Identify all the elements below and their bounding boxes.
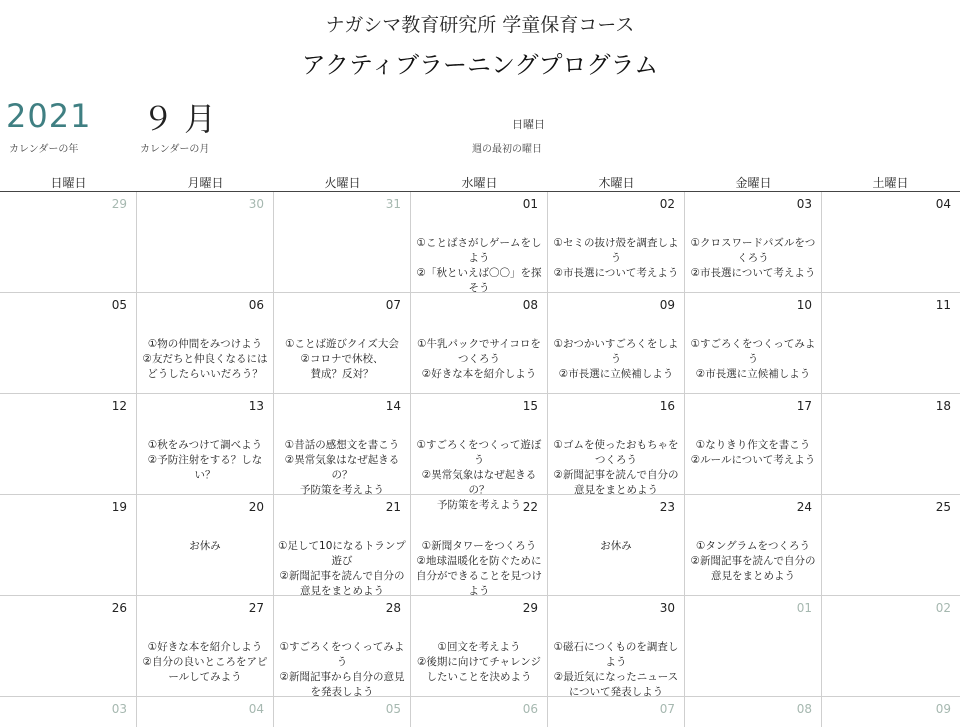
day-events [276, 337, 408, 382]
calendar-month: ９ 月 [142, 100, 217, 138]
event-line: ②友だちと仲良くなるにはどうしたらいいだろう？ [142, 353, 268, 380]
day-number: 08 [522, 298, 538, 312]
event-line: ①物の仲間をみつけよう [147, 338, 263, 350]
day-number: 24 [796, 500, 812, 514]
calendar-day-cell[interactable] [274, 697, 411, 727]
calendar-day-cell[interactable] [0, 697, 137, 727]
weekday-header: 木曜日 [598, 176, 635, 190]
event-line: ①牛乳パックでサイコロをつくろう [417, 338, 541, 365]
calendar-day-cell[interactable] [548, 495, 685, 595]
day-events [550, 236, 682, 281]
calendar-day-cell[interactable] [685, 697, 822, 727]
event-line: ②最近気になったニュースについて発表しよう [553, 671, 679, 698]
event-line: ②後期に向けてチャレンジしたいことを決めよう [416, 656, 542, 683]
day-events [413, 236, 545, 296]
event-line: ①秋をみつけて調べよう [147, 439, 263, 451]
day-events [687, 539, 819, 584]
day-events [413, 337, 545, 382]
calendar-day-cell[interactable] [822, 192, 960, 292]
event-line: ①回文を考えよう [437, 641, 521, 653]
day-events [139, 337, 271, 382]
event-line: ①クロスワードパズルをつくろう [690, 237, 816, 264]
calendar-day-cell[interactable] [137, 192, 274, 292]
event-line: ②市長選に立候補しよう [558, 368, 674, 380]
event-line: ②新聞記事を読んで自分の意見をまとめよう [553, 469, 679, 496]
day-events [550, 337, 682, 382]
event-line: ②市長選に立候補しよう [695, 368, 811, 380]
day-number: 30 [248, 197, 264, 211]
weekday-header: 土曜日 [872, 176, 909, 190]
calendar-day-cell[interactable] [274, 495, 411, 595]
day-number: 06 [522, 702, 538, 716]
event-line: ②予防注射をする？しない？ [147, 454, 263, 481]
calendar-week-row [0, 293, 960, 394]
calendar-day-cell[interactable] [822, 596, 960, 696]
calendar-day-cell[interactable] [0, 596, 137, 696]
calendar-day-cell[interactable] [0, 293, 137, 393]
day-number: 04 [935, 197, 951, 211]
calendar-week-row [0, 596, 960, 697]
day-number: 02 [935, 601, 951, 615]
day-number: 09 [659, 298, 675, 312]
calendar-month-label: カレンダーの月 [140, 144, 210, 155]
event-line: ②異常気象はなぜ起きるの？ [421, 469, 537, 496]
day-number: 29 [522, 601, 538, 615]
event-line: ②「秋といえば〇〇」を探そう [416, 267, 542, 294]
weekday-header: 日曜日 [50, 176, 87, 190]
day-events [139, 539, 271, 554]
calendar-day-cell[interactable] [0, 394, 137, 494]
calendar-day-cell[interactable] [822, 697, 960, 727]
day-number: 25 [935, 500, 951, 514]
day-number: 14 [385, 399, 401, 413]
calendar-grid [0, 192, 960, 727]
calendar-day-cell[interactable] [137, 293, 274, 393]
calendar-day-cell[interactable] [685, 596, 822, 696]
event-line: ②新聞記事を読んで自分の意見をまとめよう [279, 570, 405, 597]
day-events [276, 438, 408, 498]
day-number: 04 [248, 702, 264, 716]
calendar-day-cell[interactable] [548, 697, 685, 727]
event-line: ①ことばさがしゲームをしよう [416, 237, 542, 264]
day-events [139, 438, 271, 483]
day-events [687, 337, 819, 382]
day-number: 29 [111, 197, 127, 211]
program-title: アクティブラーニングプログラム [301, 51, 659, 79]
day-number: 23 [659, 500, 675, 514]
calendar-day-cell[interactable] [548, 596, 685, 696]
day-events [550, 539, 682, 554]
day-number: 19 [111, 500, 127, 514]
event-line: ②異常気象はなぜ起きるの？ [284, 454, 400, 481]
calendar-day-cell[interactable] [0, 192, 137, 292]
calendar-day-cell[interactable] [137, 596, 274, 696]
day-number: 28 [385, 601, 401, 615]
day-number: 01 [796, 601, 812, 615]
event-line: ①ゴムを使ったおもちゃをつくろう [553, 439, 679, 466]
event-line: ②新聞記事を読んで自分の意見をまとめよう [690, 555, 816, 582]
calendar-day-cell[interactable] [548, 192, 685, 292]
event-line: 予防策を考えよう [300, 484, 384, 496]
calendar-day-cell[interactable] [548, 293, 685, 393]
event-line: ②コロナで休校、 [300, 353, 384, 365]
event-line: ①タングラムをつくろう [695, 540, 811, 552]
event-line: ①おつかいすごろくをしよう [553, 338, 679, 365]
calendar-day-cell[interactable] [411, 596, 548, 696]
day-number: 27 [248, 601, 264, 615]
calendar-day-cell[interactable] [411, 697, 548, 727]
event-line: お休み [600, 540, 632, 552]
day-number: 05 [111, 298, 127, 312]
event-line: ②地球温暖化を防ぐために自分ができることを見つけよう [416, 555, 542, 597]
day-number: 07 [659, 702, 675, 716]
calendar-day-cell[interactable] [822, 495, 960, 595]
calendar-day-cell[interactable] [548, 394, 685, 494]
day-events [413, 539, 545, 599]
day-number: 07 [385, 298, 401, 312]
calendar-day-cell[interactable] [274, 394, 411, 494]
day-number: 08 [796, 702, 812, 716]
calendar-day-cell[interactable] [137, 495, 274, 595]
calendar-day-cell[interactable] [274, 192, 411, 292]
event-line: ①すごろくをつくってみよう [690, 338, 816, 365]
event-line: ①磁石につくものを調査しよう [553, 641, 679, 668]
event-line: 予防策を考えよう [437, 499, 521, 511]
event-line: ②ルールについて考えよう [690, 454, 816, 466]
day-number: 30 [659, 601, 675, 615]
calendar-day-cell[interactable] [137, 394, 274, 494]
week-start-day: 日曜日 [512, 118, 545, 131]
day-number: 26 [111, 601, 127, 615]
day-number: 02 [659, 197, 675, 211]
day-number: 13 [248, 399, 264, 413]
day-events [687, 236, 819, 281]
day-number: 20 [248, 500, 264, 514]
event-line: お休み [189, 540, 221, 552]
day-number: 09 [935, 702, 951, 716]
calendar-day-cell[interactable] [685, 192, 822, 292]
day-number: 11 [935, 298, 951, 312]
day-number: 31 [385, 197, 401, 211]
day-number: 06 [248, 298, 264, 312]
calendar-day-cell[interactable] [411, 293, 548, 393]
organization-title: ナガシマ教育研究所 学童保育コース [325, 14, 635, 36]
day-events [687, 438, 819, 468]
weekday-header: 月曜日 [187, 176, 224, 190]
calendar-year: 2021 [6, 97, 92, 135]
event-line: ①好きな本を紹介しよう [147, 641, 263, 653]
day-events [550, 640, 682, 700]
calendar-day-cell[interactable] [685, 495, 822, 595]
day-number: 15 [522, 399, 538, 413]
weekday-header: 水曜日 [461, 176, 498, 190]
day-number: 03 [796, 197, 812, 211]
day-number: 22 [522, 500, 538, 514]
event-line: ①なりきり作文を書こう [695, 439, 811, 451]
event-line: ①足して10になるトランプ遊び [278, 540, 406, 567]
day-number: 17 [796, 399, 812, 413]
event-line: 賛成？反対？ [310, 368, 374, 380]
calendar-day-cell[interactable] [685, 293, 822, 393]
day-number: 12 [111, 399, 127, 413]
weekday-header-row [0, 174, 960, 192]
day-number: 01 [522, 197, 538, 211]
calendar-week-row [0, 697, 960, 727]
event-line: ①すごろくをつくって遊ぼう [416, 439, 542, 466]
day-events [550, 438, 682, 498]
day-number: 21 [385, 500, 401, 514]
day-events [413, 640, 545, 685]
event-line: ①ことば遊びクイズ大会 [285, 338, 399, 350]
day-events [276, 640, 408, 700]
day-number: 18 [935, 399, 951, 413]
weekday-header: 金曜日 [735, 176, 772, 190]
day-number: 05 [385, 702, 401, 716]
weekday-header: 火曜日 [324, 176, 361, 190]
day-events [139, 640, 271, 685]
event-line: ②市長選について考えよう [690, 267, 816, 279]
calendar-week-row [0, 192, 960, 293]
calendar-day-cell[interactable] [0, 495, 137, 595]
event-line: ②新聞記事から自分の意見を発表しよう [279, 671, 405, 698]
calendar-day-cell[interactable] [822, 394, 960, 494]
calendar-day-cell[interactable] [137, 697, 274, 727]
event-line: ①すごろくをつくってみよう [279, 641, 405, 668]
event-line: ②自分の良いところをアピールしてみよう [142, 656, 268, 683]
calendar-year-label: カレンダーの年 [9, 144, 79, 155]
event-line: ①新聞タワーをつくろう [421, 540, 537, 552]
calendar-day-cell[interactable] [274, 293, 411, 393]
calendar-day-cell[interactable] [685, 394, 822, 494]
day-number: 16 [659, 399, 675, 413]
calendar-day-cell[interactable] [411, 495, 548, 595]
event-line: ②市長選について考えよう [553, 267, 679, 279]
week-start-label: 週の最初の曜日 [472, 144, 542, 155]
calendar-day-cell[interactable] [822, 293, 960, 393]
day-events [276, 539, 408, 599]
event-line: ①セミの抜け殻を調査しよう [553, 237, 679, 264]
event-line: ①昔話の感想文を書こう [284, 439, 400, 451]
calendar-day-cell[interactable] [411, 192, 548, 292]
calendar-day-cell[interactable] [274, 596, 411, 696]
day-number: 03 [111, 702, 127, 716]
calendar-week-row [0, 495, 960, 596]
day-number: 10 [796, 298, 812, 312]
event-line: ②好きな本を紹介しよう [421, 368, 537, 380]
